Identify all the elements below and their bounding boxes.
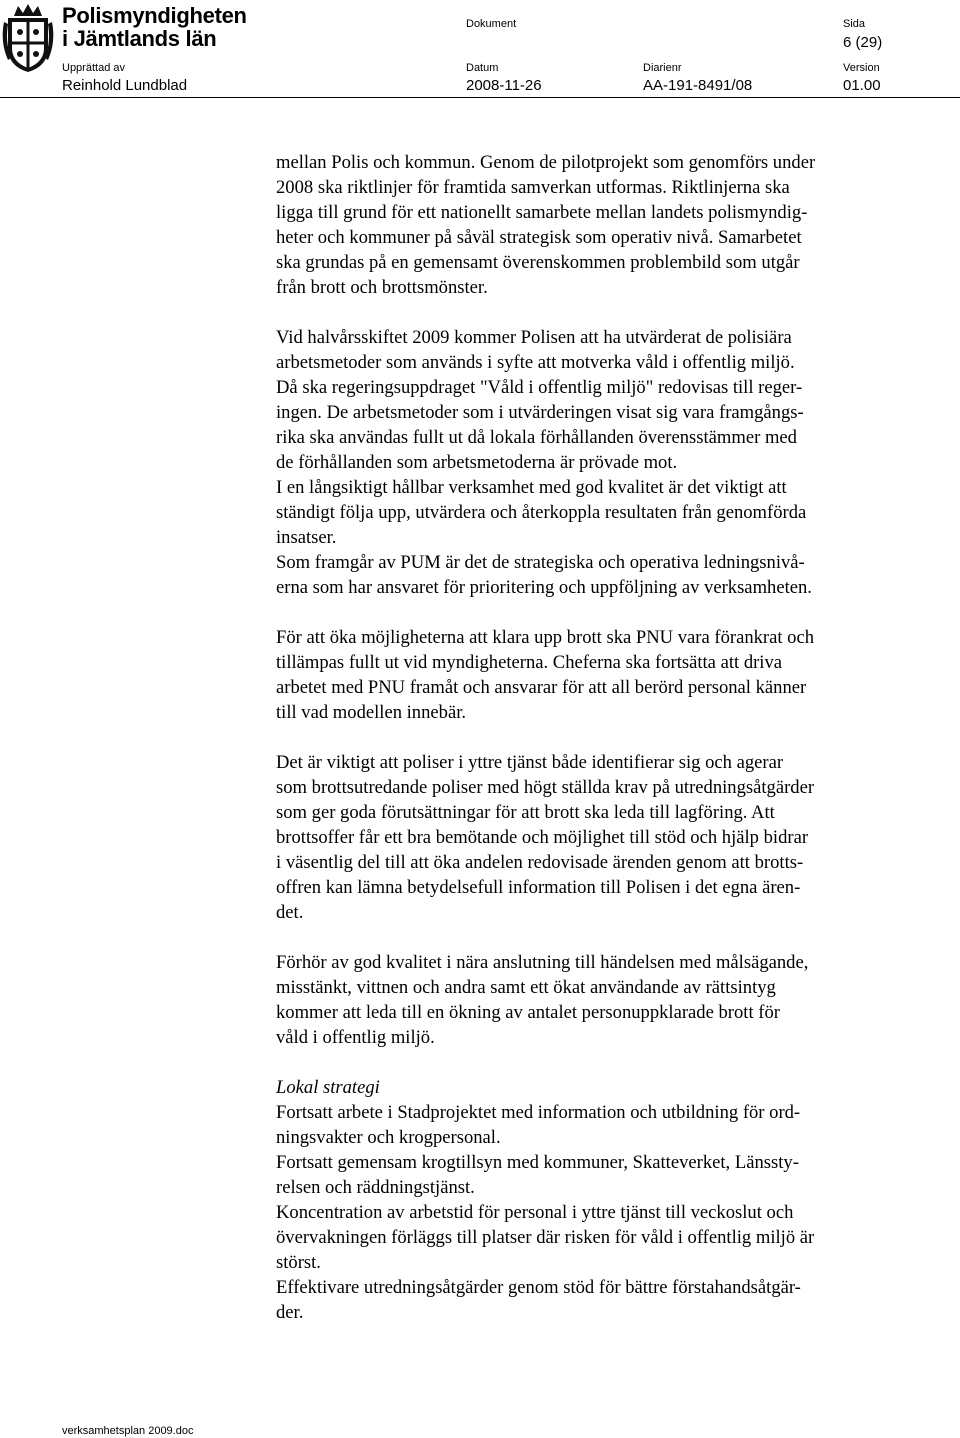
text-line: ingen. De arbetsmetoder som i utvärderingen visat sig vara framgångs-: [276, 402, 804, 423]
text-line: Koncentration av arbetstid för personal i yttre tjänst till veckoslut och: [276, 1202, 794, 1223]
text-line: erna som har ansvaret för prioritering och uppföljning av verksamheten.: [276, 577, 812, 598]
author-name: Reinhold Lundblad: [62, 77, 188, 94]
text-line: kommer att leda till en ökning av antalet personuppklarade brott för: [276, 1002, 780, 1023]
text-line: Det är viktigt att poliser i yttre tjänst både identifierar sig och agerar: [276, 752, 784, 773]
text-line: Då ska regeringsuppdraget "Våld i offentlig miljö" redovisas till reger-: [276, 377, 803, 398]
text-line: till vad modellen innebär.: [276, 702, 467, 723]
date-value: 2008-11-26: [466, 77, 542, 94]
text-line: I en långsiktigt hållbar verksamhet med god kvalitet är det viktigt att: [276, 477, 787, 498]
text-line: störst.: [276, 1252, 321, 1273]
upprattad-label: Upprättad av: [62, 62, 125, 74]
text-line: Förhör av god kvalitet i nära anslutning till händelsen med målsägande,: [276, 952, 809, 973]
text-line: mellan Polis och kommun. Genom de pilotprojekt som genomförs under: [276, 152, 816, 173]
text-line: heter och kommuner på såväl strategisk som operativ nivå. Samarbetet: [276, 227, 802, 248]
text-line: ständigt följa upp, utvärdera och återkoppla resultaten från genomförda: [276, 502, 807, 523]
text-line: 2008 ska riktlinjer för framtida samverkan utformas. Riktlinjerna ska: [276, 177, 790, 198]
text-line: För att öka möjligheterna att klara upp brott ska PNU vara förankrat och: [276, 627, 815, 648]
version-label: Version: [843, 62, 880, 74]
text-line: Effektivare utredningsåtgärder genom stöd för bättre förstahandsåtgär-: [276, 1277, 801, 1298]
text-line: de förhållanden som arbetsmetoderna är prövade mot.: [276, 452, 678, 473]
text-line: tillämpas fullt ut vid myndigheterna. Cheferna ska fortsätta att driva: [276, 652, 783, 673]
text-line: Fortsatt gemensam krogtillsyn med kommuner, Skatteverket, Länssty-: [276, 1152, 799, 1173]
organization-name: [62, 4, 247, 50]
paragraph: [276, 150, 926, 300]
paragraph: [276, 1100, 926, 1325]
paragraph: [276, 625, 926, 725]
text-line: Som framgår av PUM är det de strategiska och operativa ledningsnivå-: [276, 552, 805, 573]
dokument-label: Dokument: [466, 18, 517, 30]
page-number: 6 (29): [843, 34, 883, 51]
text-line: det.: [276, 902, 304, 923]
police-crest-logo: [0, 2, 56, 74]
text-line: i väsentlig del till att öka andelen redovisade ärenden genom att brotts-: [276, 852, 804, 873]
text-line: relsen och räddningstjänst.: [276, 1177, 475, 1198]
sida-label: Sida: [843, 18, 866, 30]
diarienr-value: AA-191-8491/08: [643, 77, 753, 94]
text-line: som ger goda förutsättningar för att brott ska leda till lagföring. Att: [276, 802, 775, 823]
text-line: våld i offentlig miljö.: [276, 1027, 435, 1048]
text-line: som brottsutredande poliser med högt ställda krav på utredningsåtgärder: [276, 777, 815, 798]
text-line: ningsvakter och krogpersonal.: [276, 1127, 501, 1148]
text-line: ska grundas på en gemensamt överenskommen problembild som utgår: [276, 252, 800, 273]
section-heading: Lokal strategi: [276, 1077, 380, 1098]
text-line: övervakningen förläggs till platser där risken för våld i offentlig miljö är: [276, 1227, 815, 1248]
header-divider: [0, 97, 960, 98]
datum-label: Datum: [466, 62, 499, 74]
org-line-2: i Jämtlands län: [62, 26, 217, 51]
paragraph: [276, 950, 926, 1050]
text-line: arbetsmetoder som används i syfte att motverka våld i offentlig miljö.: [276, 352, 795, 373]
document-body: [276, 150, 926, 1350]
text-line: från brott och brottsmönster.: [276, 277, 488, 298]
text-line: rika ska användas fullt ut då lokala förhållanden överensstämmer med: [276, 427, 797, 448]
text-line: insatser.: [276, 527, 337, 548]
text-line: arbetet med PNU framåt och ansvarar för att all berörd personal känner: [276, 677, 807, 698]
text-line: ligga till grund för ett nationellt samarbete mellan landets polismyndig-: [276, 202, 808, 223]
diarienr-label: Diarienr: [643, 62, 682, 74]
text-line: misstänkt, vittnen och andra samt ett ökat användande av rättsintyg: [276, 977, 776, 998]
footer-filename: verksamhetsplan 2009.doc: [62, 1425, 194, 1437]
text-line: der.: [276, 1302, 304, 1323]
paragraph: [276, 325, 926, 600]
paragraph: [276, 750, 926, 925]
text-line: brottsoffer får ett bra bemötande och möjlighet till stöd och hjälp bidrar: [276, 827, 809, 848]
text-line: Vid halvårsskiftet 2009 kommer Polisen att ha utvärderat de polisiära: [276, 327, 792, 348]
text-line: offren kan lämna betydelsefull information till Polisen i det egna ären-: [276, 877, 801, 898]
org-line-1: Polismyndigheten: [62, 3, 247, 28]
text-line: Fortsatt arbete i Stadprojektet med information och utbildning för ord-: [276, 1102, 801, 1123]
version-value: 01.00: [843, 77, 881, 94]
